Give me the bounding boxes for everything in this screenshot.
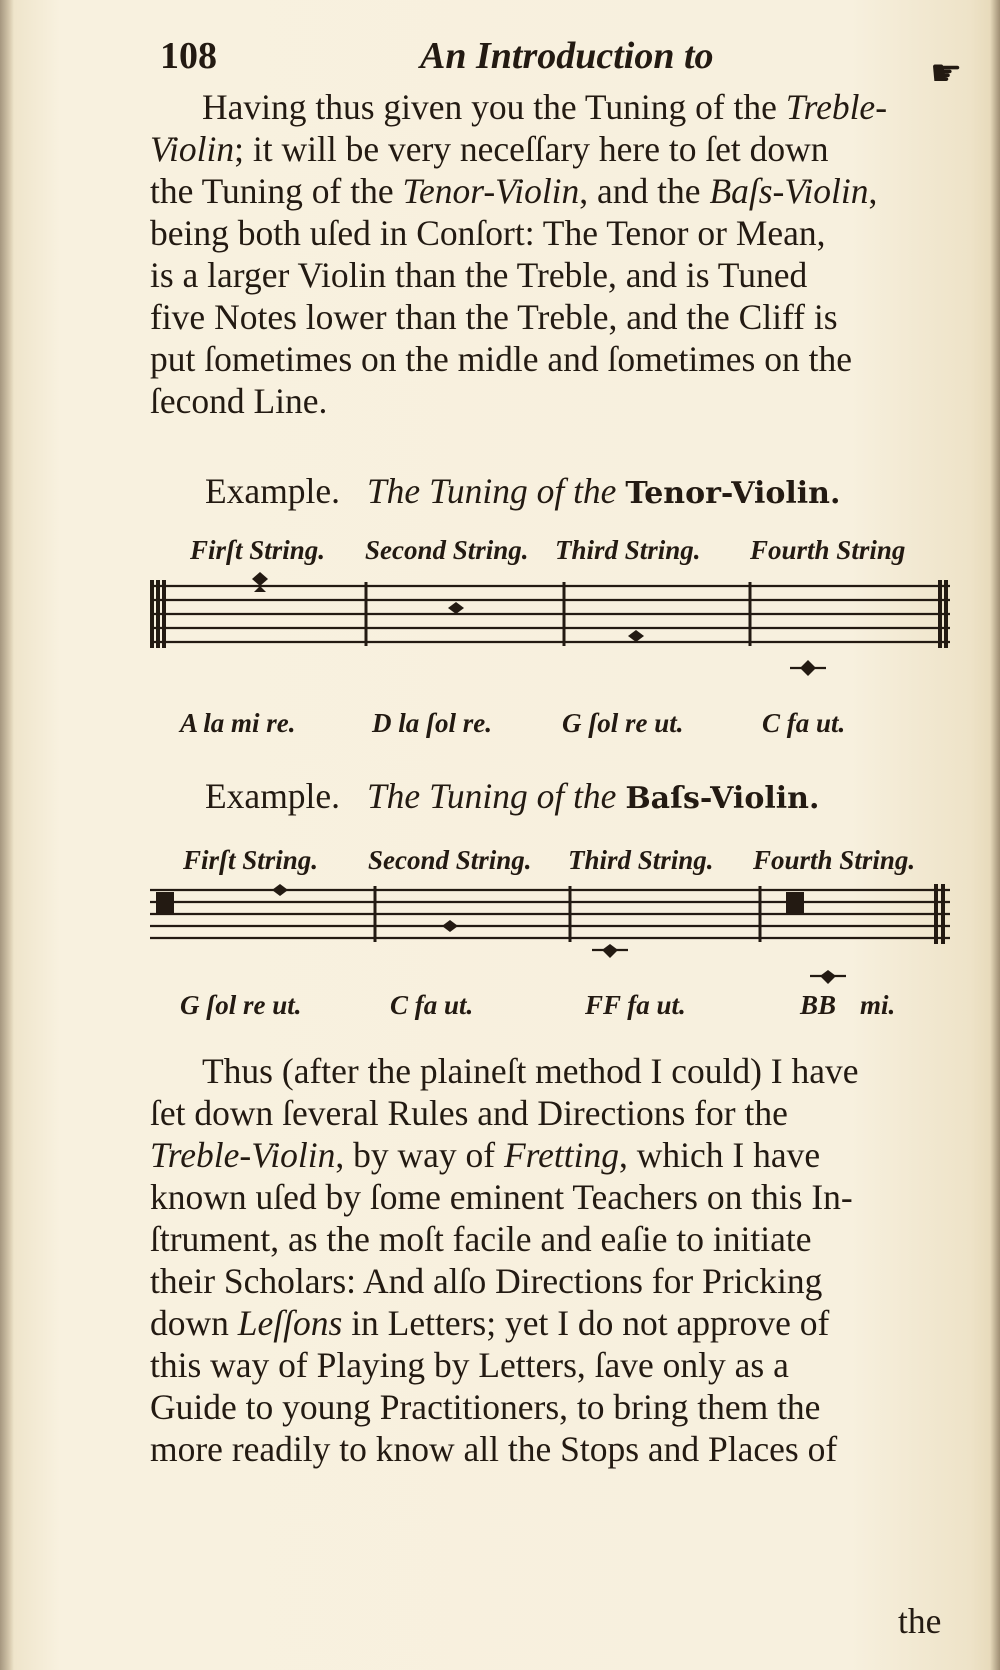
text-line: ſet down ſeveral Rules and Directions for the [150, 1093, 788, 1133]
page-header [160, 34, 963, 93]
string-label: Third String. [555, 535, 701, 565]
text-line: ſtrument, as the moſt facile and eaſie to initiate [150, 1219, 812, 1259]
text-span: , which I have [619, 1135, 821, 1175]
text-span: in Letters; yet I do not approve of [342, 1303, 830, 1343]
text-line [150, 1134, 950, 1176]
note-name: D la ſol re. [372, 708, 492, 738]
hand-ornament-icon: ☛ [930, 53, 963, 93]
catchword: the [898, 1601, 942, 1641]
note-name: G ſol re ut. [562, 708, 684, 738]
example-instrument-name: Tenor-Violin. [625, 476, 841, 511]
note-name: A la mi re. [180, 708, 296, 738]
text-span-italic: Violin [150, 129, 235, 169]
text-line: is a larger Violin than the Treble, and is Tuned [150, 255, 808, 295]
text-span-italic: Leſſons [237, 1303, 343, 1343]
note-name: G ſol re ut. [180, 990, 302, 1020]
text-span: the Tuning of the [150, 171, 403, 211]
text-line: their Scholars: And alſo Directions for Pricking [150, 1261, 823, 1301]
paragraph-tuning-intro [150, 86, 950, 422]
text-line: five Notes lower than the Treble, and the Cliff is [150, 297, 838, 337]
text-line: put ſometimes on the midle and ſometimes on the [150, 339, 852, 379]
binding-shadow [0, 0, 14, 1670]
text-line [150, 86, 950, 128]
text-line: this way of Playing by Letters, ſave only as a [150, 1345, 789, 1385]
note-name: BB [800, 990, 837, 1020]
example-word: Example. [205, 776, 341, 816]
example-instrument-name: Baſs-Violin. [625, 781, 820, 816]
string-label: Third String. [568, 845, 714, 875]
text-line [150, 1302, 950, 1344]
text-line: more readily to know all the Stops and Places of [150, 1429, 838, 1469]
text-span-italic: Baſs-Violin [709, 171, 869, 211]
text-span: Having thus given you the Tuning of the [202, 87, 786, 127]
text-line [150, 170, 950, 212]
text-span: , [868, 171, 878, 211]
text-span-italic: Treble-Violin [150, 1135, 336, 1175]
string-label: Fourth String [750, 535, 906, 565]
text-span-italic: Treble- [785, 87, 888, 127]
note-name: mi. [860, 990, 896, 1020]
text-line: being both uſed in Conſort: The Tenor or Mean, [150, 213, 826, 253]
note-name: C fa ut. [390, 990, 474, 1020]
text-span: ; it will be very neceſſary here to ſet down [234, 129, 829, 169]
note-name: C fa ut. [762, 708, 846, 738]
text-span-italic: Fretting [503, 1135, 619, 1175]
string-label: Second String. [365, 535, 529, 565]
running-head: An Introduction to [420, 35, 714, 77]
paragraph-fretting-note [150, 1050, 950, 1470]
text-line: Guide to young Practitioners, to bring them the [150, 1387, 821, 1427]
example-heading-tenor [205, 470, 840, 512]
text-span: , and the [579, 171, 710, 211]
text-span: , by way of [335, 1135, 504, 1175]
text-line: Thus (after the plaineſt method I could) I have [202, 1051, 859, 1091]
text-span: down [150, 1303, 238, 1343]
example-title: The Tuning of the [366, 776, 617, 816]
example-heading-bass [205, 775, 819, 817]
page-number: 108 [160, 35, 217, 77]
example-title: The Tuning of the [366, 471, 617, 511]
note-name: FF fa ut. [585, 990, 686, 1020]
string-label: Firſt String. [190, 535, 326, 565]
example-word: Example. [205, 471, 341, 511]
page-edge-shadow [990, 0, 1000, 1670]
text-line [150, 128, 950, 170]
string-label: Firſt String. [183, 845, 319, 875]
text-span-italic: Tenor-Violin [402, 171, 580, 211]
text-line: ſecond Line. [150, 381, 328, 421]
string-label: Second String. [368, 845, 532, 875]
string-label: Fourth String. [753, 845, 916, 875]
music-staff-bass [150, 880, 950, 990]
music-staff-tenor [150, 572, 950, 682]
text-line: known uſed by ſome eminent Teachers on this In- [150, 1177, 853, 1217]
